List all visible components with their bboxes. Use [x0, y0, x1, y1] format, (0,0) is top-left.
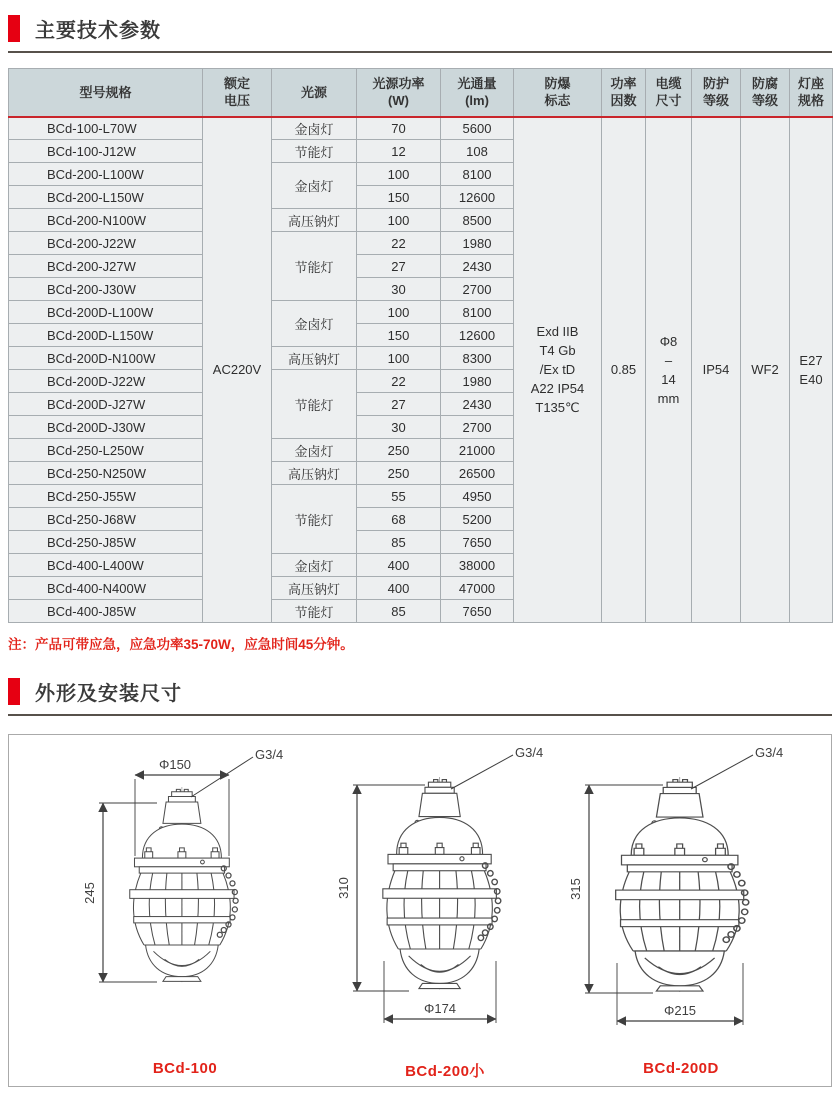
power-cell: 22: [357, 232, 441, 255]
light-source-cell: 金卤灯: [272, 439, 357, 462]
light-source-cell: 金卤灯: [272, 163, 357, 209]
column-header: 防护 等级: [692, 69, 741, 117]
flux-cell: 21000: [441, 439, 514, 462]
power-cell: 85: [357, 531, 441, 554]
flux-cell: 1980: [441, 370, 514, 393]
anticorrosion-cell: WF2: [741, 117, 790, 623]
figure-caption: BCd-200小: [405, 1063, 485, 1080]
light-source-cell: 金卤灯: [272, 117, 357, 140]
model-cell: BCd-200-L150W: [9, 186, 203, 209]
power-cell: 68: [357, 508, 441, 531]
figure-caption: BCd-200D: [643, 1060, 719, 1077]
flux-cell: 8500: [441, 209, 514, 232]
width-dimension-label: Φ215: [663, 1003, 697, 1018]
power-cell: 85: [357, 600, 441, 623]
power-cell: 30: [357, 278, 441, 301]
column-header: 功率 因数: [602, 69, 646, 117]
power-cell: 55: [357, 485, 441, 508]
power-cell: 22: [357, 370, 441, 393]
model-cell: BCd-250-J68W: [9, 508, 203, 531]
model-cell: BCd-200-J22W: [9, 232, 203, 255]
flux-cell: 8100: [441, 163, 514, 186]
flux-cell: 4950: [441, 485, 514, 508]
section-title: 主要技术参数: [35, 20, 161, 42]
power-cell: 30: [357, 416, 441, 439]
technical-drawing-bcd-100: [45, 741, 325, 1056]
model-cell: BCd-200D-N100W: [9, 347, 203, 370]
power-cell: 70: [357, 117, 441, 140]
cable-size-cell: Φ8 – 14 mm: [646, 117, 692, 623]
width-dimension-label: Φ150: [158, 757, 192, 772]
model-cell: BCd-200D-L100W: [9, 301, 203, 324]
thread-size-label: G3/4: [255, 747, 284, 762]
light-source-cell: 节能灯: [272, 140, 357, 163]
figure-caption: BCd-100: [152, 1060, 218, 1077]
model-cell: BCd-400-J85W: [9, 600, 203, 623]
flux-cell: 47000: [441, 577, 514, 600]
power-cell: 27: [357, 255, 441, 278]
column-header: 额定 电压: [203, 69, 272, 117]
model-cell: BCd-250-L250W: [9, 439, 203, 462]
power-cell: 150: [357, 324, 441, 347]
light-source-cell: 节能灯: [272, 600, 357, 623]
thread-size-label: G3/4: [515, 745, 544, 760]
model-cell: BCd-200-L100W: [9, 163, 203, 186]
dimension-drawings-panel: [8, 734, 832, 1087]
model-cell: BCd-200D-J22W: [9, 370, 203, 393]
model-cell: BCd-250-N250W: [9, 462, 203, 485]
column-header: 光源功率 (W): [357, 69, 441, 117]
model-cell: BCd-400-L400W: [9, 554, 203, 577]
power-cell: 250: [357, 462, 441, 485]
column-header: 防腐 等级: [741, 69, 790, 117]
width-dimension-label: Φ174: [423, 1001, 457, 1016]
section-header-dimensions: [8, 677, 832, 716]
light-source-cell: 高压钠灯: [272, 209, 357, 232]
light-source-cell: 高压钠灯: [272, 347, 357, 370]
power-cell: 100: [357, 347, 441, 370]
model-cell: BCd-200D-J27W: [9, 393, 203, 416]
ex-mark-cell: Exd IIB T4 Gb /Ex tD A22 IP54 T135℃: [514, 117, 602, 623]
rated-voltage-cell: AC220V: [203, 117, 272, 623]
model-cell: BCd-200-J30W: [9, 278, 203, 301]
flux-cell: 2430: [441, 255, 514, 278]
column-header: 光通量 (lm): [441, 69, 514, 117]
figure-bcd-200d: [541, 741, 821, 1077]
spec-table-header: [9, 69, 833, 117]
power-cell: 100: [357, 209, 441, 232]
ip-rating-cell: IP54: [692, 117, 741, 623]
emergency-note: 注：产品可带应急，应急功率35-70W，应急时间45分钟。: [8, 637, 354, 652]
flux-cell: 38000: [441, 554, 514, 577]
flux-cell: 7650: [441, 600, 514, 623]
red-accent-bar: [8, 678, 20, 705]
light-source-cell: 节能灯: [272, 232, 357, 301]
model-cell: BCd-100-L70W: [9, 117, 203, 140]
power-cell: 400: [357, 577, 441, 600]
height-dimension-label: 310: [336, 877, 351, 899]
power-cell: 250: [357, 439, 441, 462]
column-header: 防爆 标志: [514, 69, 602, 117]
flux-cell: 26500: [441, 462, 514, 485]
column-header: 电缆 尺寸: [646, 69, 692, 117]
section-header-technical-parameters: [8, 0, 832, 53]
light-source-cell: 节能灯: [272, 485, 357, 554]
model-cell: BCd-200D-J30W: [9, 416, 203, 439]
light-source-cell: 高压钠灯: [272, 462, 357, 485]
figure-bcd-100: [45, 741, 325, 1077]
light-source-cell: 高压钠灯: [272, 577, 357, 600]
lamp-holder-cell: E27 E40: [790, 117, 833, 623]
model-cell: BCd-200D-L150W: [9, 324, 203, 347]
section-title: 外形及安装尺寸: [35, 683, 182, 705]
height-dimension-label: 245: [82, 882, 97, 904]
flux-cell: 7650: [441, 531, 514, 554]
flux-cell: 5200: [441, 508, 514, 531]
red-accent-bar: [8, 15, 20, 42]
power-cell: 100: [357, 301, 441, 324]
flux-cell: 12600: [441, 324, 514, 347]
flux-cell: 108: [441, 140, 514, 163]
column-header: 灯座 规格: [790, 69, 833, 117]
model-cell: BCd-400-N400W: [9, 577, 203, 600]
flux-cell: 8100: [441, 301, 514, 324]
flux-cell: 12600: [441, 186, 514, 209]
flux-cell: 5600: [441, 117, 514, 140]
flux-cell: 2700: [441, 416, 514, 439]
column-header: 光源: [272, 69, 357, 117]
flux-cell: 2430: [441, 393, 514, 416]
model-cell: BCd-200-J27W: [9, 255, 203, 278]
spec-table: [8, 68, 833, 623]
technical-drawing-bcd-200d: [541, 741, 821, 1056]
power-cell: 100: [357, 163, 441, 186]
power-cell: 150: [357, 186, 441, 209]
flux-cell: 2700: [441, 278, 514, 301]
power-cell: 27: [357, 393, 441, 416]
height-dimension-label: 315: [568, 878, 583, 900]
model-cell: BCd-250-J85W: [9, 531, 203, 554]
light-source-cell: 金卤灯: [272, 301, 357, 347]
model-cell: BCd-100-J12W: [9, 140, 203, 163]
flux-cell: 8300: [441, 347, 514, 370]
model-cell: BCd-250-J55W: [9, 485, 203, 508]
column-header: 型号规格: [9, 69, 203, 117]
light-source-cell: 金卤灯: [272, 554, 357, 577]
flux-cell: 1980: [441, 232, 514, 255]
power-factor-cell: 0.85: [602, 117, 646, 623]
thread-size-label: G3/4: [755, 745, 784, 760]
light-source-cell: 节能灯: [272, 370, 357, 439]
model-cell: BCd-200-N100W: [9, 209, 203, 232]
power-cell: 12: [357, 140, 441, 163]
power-cell: 400: [357, 554, 441, 577]
table-row: [9, 117, 833, 140]
